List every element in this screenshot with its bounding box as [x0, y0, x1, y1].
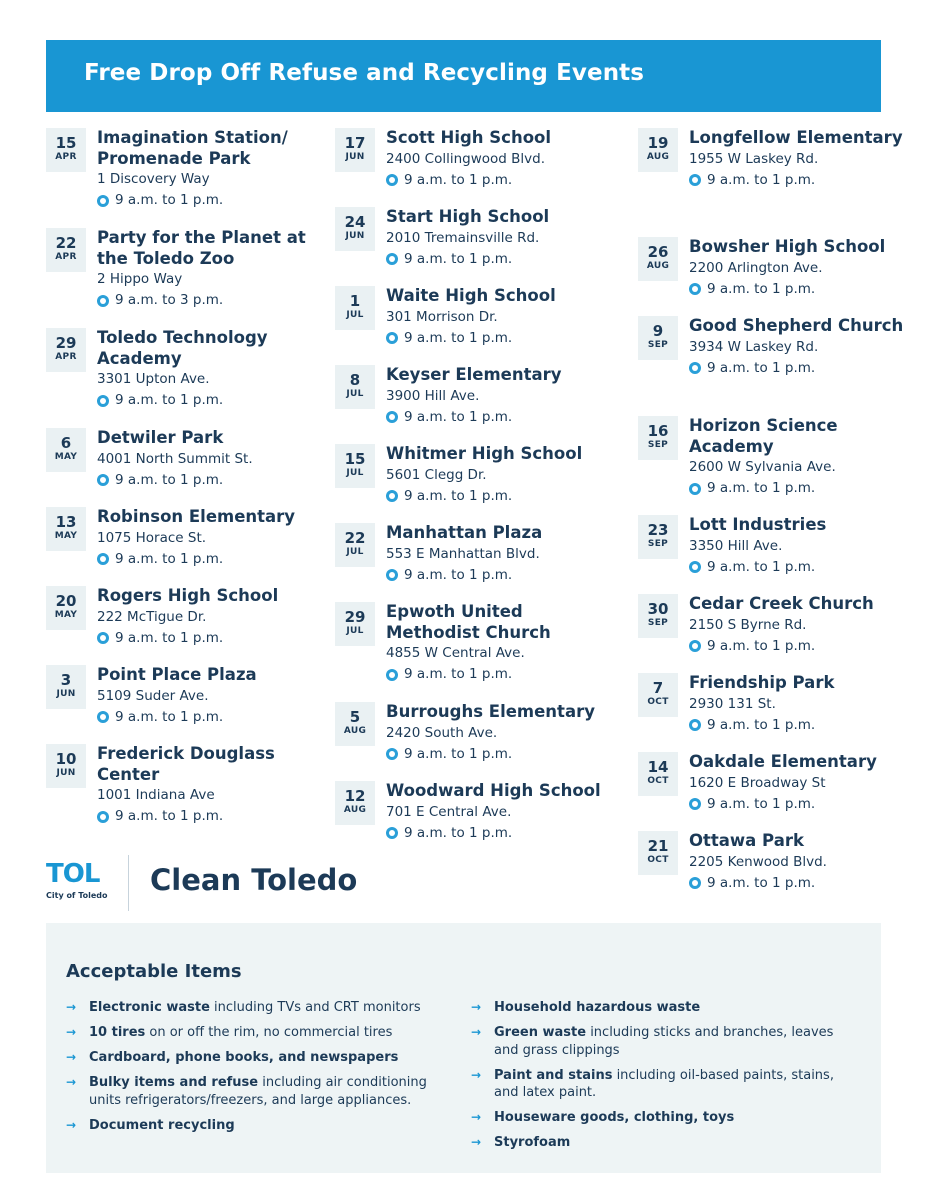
event-address: 5601 Clegg Dr. [386, 466, 487, 483]
arrow-icon: → [66, 1025, 77, 1039]
arrow-icon: → [471, 1110, 482, 1124]
event-time: 9 a.m. to 1 p.m. [707, 795, 816, 812]
item-detail: on or off the rim, no commercial tires [145, 1025, 393, 1040]
clock-icon [386, 174, 398, 186]
event-address: 4001 North Summit St. [97, 450, 253, 467]
item-detail: including oil-based paints, stains, and latex paint. [494, 1067, 834, 1100]
event-name: Detwiler Park [97, 428, 224, 447]
event-time: 9 a.m. to 1 p.m. [115, 708, 224, 725]
clock-icon [97, 474, 109, 486]
event-day: 23 [647, 521, 669, 539]
clock-icon [97, 632, 109, 644]
event-address: 1955 W Laskey Rd. [689, 150, 819, 167]
event-month: OCT [647, 855, 669, 865]
list-item [66, 999, 436, 1017]
arrow-icon: → [66, 1050, 77, 1064]
page-title: Free Drop Off Refuse and Recycling Events [84, 60, 645, 86]
event-time: 9 a.m. to 1 p.m. [404, 487, 513, 504]
date-badge [335, 128, 375, 172]
date-badge [46, 128, 86, 172]
event-day: 5 [349, 708, 361, 726]
event-month: JUN [345, 152, 365, 162]
event-address: 3900 Hill Ave. [386, 387, 480, 404]
item-bold: Cardboard, phone books, and newspapers [89, 1050, 399, 1065]
event-time: 9 a.m. to 1 p.m. [115, 392, 224, 408]
date-badge [46, 428, 86, 472]
list-item [471, 1024, 861, 1059]
event-day: 16 [647, 422, 669, 440]
event-month: MAY [54, 610, 78, 620]
city-logo [46, 861, 112, 900]
date-badge [638, 594, 678, 638]
event-day: 9 [652, 322, 664, 340]
clock-icon [97, 553, 109, 565]
event-month: OCT [647, 697, 669, 707]
logo-divider [128, 855, 129, 911]
clock-icon [97, 711, 109, 723]
event-day: 21 [647, 837, 669, 855]
arrow-icon: → [471, 1067, 482, 1082]
event-day: 15 [55, 134, 77, 152]
event-month: AUG [343, 805, 367, 815]
list-item [471, 1067, 861, 1102]
event-month: OCT [647, 776, 669, 786]
clock-icon [386, 569, 398, 581]
date-badge [638, 416, 678, 460]
event-address: 1 Discovery Way [97, 171, 210, 187]
event-time: 9 a.m. to 3 p.m. [115, 292, 224, 308]
list-item [66, 1074, 436, 1109]
event-name: Epwoth United Methodist Church [386, 602, 551, 642]
item-detail: including sticks and branches, leaves and grass clippings [494, 1025, 834, 1058]
event-time: 9 a.m. to 1 p.m. [404, 745, 513, 762]
clock-icon [689, 483, 701, 495]
event-day: 24 [344, 213, 366, 231]
list-item [471, 999, 861, 1017]
event-month: JUN [345, 231, 365, 241]
event-address: 5109 Suder Ave. [97, 687, 209, 704]
event-day: 26 [647, 243, 669, 261]
event-time: 9 a.m. to 1 p.m. [707, 280, 816, 297]
date-badge [46, 228, 86, 272]
event-day: 20 [55, 592, 77, 610]
acceptable-items-left [66, 999, 436, 1142]
logo-mark: TOL [46, 859, 100, 889]
date-badge [638, 831, 678, 875]
date-badge [638, 237, 678, 281]
item-bold: Electronic waste [89, 1000, 210, 1015]
event-time: 9 a.m. to 1 p.m. [115, 471, 224, 488]
clock-icon [689, 174, 701, 186]
date-badge [335, 781, 375, 825]
event-address: 2010 Tremainsville Rd. [386, 229, 540, 246]
event-address: 553 E Manhattan Blvd. [386, 545, 540, 562]
date-badge [46, 665, 86, 709]
event-address: 2200 Arlington Ave. [689, 259, 823, 276]
date-badge [335, 602, 375, 646]
event-day: 7 [652, 679, 664, 697]
item-bold: Green waste [494, 1025, 587, 1040]
event-name: Burroughs Elementary [386, 702, 595, 721]
event-day: 29 [344, 608, 366, 626]
event-name: Oakdale Elementary [689, 752, 877, 771]
event-address: 2205 Kenwood Blvd. [689, 853, 827, 870]
event-month: MAY [54, 531, 78, 541]
date-badge [335, 702, 375, 746]
event-time: 9 a.m. to 1 p.m. [115, 192, 224, 208]
event-name: Friendship Park [689, 673, 835, 692]
event-name: Lott Industries [689, 515, 827, 534]
item-bold: Houseware goods, clothing, toys [494, 1110, 735, 1125]
date-badge [46, 328, 86, 372]
list-item [66, 1049, 436, 1067]
item-bold: 10 tires [89, 1025, 146, 1040]
event-month: SEP [647, 618, 669, 628]
clock-icon [97, 295, 109, 307]
event-name: Toledo Technology Academy [97, 328, 268, 368]
list-item [66, 1024, 436, 1042]
event-name: Robinson Elementary [97, 507, 296, 526]
event-month: SEP [647, 340, 669, 350]
event-month: JUL [346, 389, 364, 399]
event-name: Cedar Creek Church [689, 594, 874, 613]
event-time: 9 a.m. to 1 p.m. [707, 359, 816, 376]
acceptable-items-panel [46, 923, 881, 1173]
event-time: 9 a.m. to 1 p.m. [404, 824, 513, 841]
clock-icon [386, 669, 398, 681]
event-time: 9 a.m. to 1 p.m. [115, 550, 224, 567]
event-name: Rogers High School [97, 586, 279, 605]
event-address: 1075 Horace St. [97, 529, 207, 546]
event-name: Point Place Plaza [97, 665, 257, 684]
event-month: JUL [346, 310, 364, 320]
event-address: 2420 South Ave. [386, 724, 498, 741]
event-time: 9 a.m. to 1 p.m. [404, 566, 513, 583]
event-day: 3 [60, 671, 72, 689]
event-time: 9 a.m. to 1 p.m. [404, 250, 513, 267]
event-time: 9 a.m. to 1 p.m. [115, 629, 224, 646]
date-badge [335, 444, 375, 488]
list-item [471, 1109, 861, 1127]
event-time: 9 a.m. to 1 p.m. [115, 808, 224, 824]
event-time: 9 a.m. to 1 p.m. [404, 329, 513, 346]
event-month: APR [55, 352, 77, 362]
item-bold: Bulky items and refuse [89, 1075, 259, 1090]
list-item [471, 1134, 861, 1152]
event-time: 9 a.m. to 1 p.m. [707, 874, 816, 891]
clock-icon [97, 395, 109, 407]
event-month: AUG [646, 152, 670, 162]
event-address: 3934 W Laskey Rd. [689, 338, 819, 355]
date-badge [335, 286, 375, 330]
event-day: 17 [344, 134, 366, 152]
date-badge [46, 586, 86, 630]
event-day: 1 [349, 292, 361, 310]
date-badge [335, 207, 375, 251]
event-day: 19 [647, 134, 669, 152]
event-address: 1001 Indiana Ave [97, 787, 215, 803]
event-time: 9 a.m. to 1 p.m. [707, 716, 816, 733]
event-month: SEP [647, 440, 669, 450]
clock-icon [689, 798, 701, 810]
event-day: 14 [647, 758, 669, 776]
event-month: APR [55, 152, 77, 162]
event-month: JUL [346, 547, 364, 557]
list-item [66, 1117, 436, 1135]
event-address: 701 E Central Ave. [386, 803, 512, 820]
arrow-icon: → [471, 1025, 482, 1039]
event-day: 8 [349, 371, 361, 389]
item-bold: Styrofoam [494, 1135, 571, 1150]
event-month: JUN [56, 768, 76, 778]
date-badge [335, 523, 375, 567]
clock-icon [689, 561, 701, 573]
event-time: 9 a.m. to 1 p.m. [707, 637, 816, 654]
logo-subtitle: City of Toledo [46, 891, 108, 900]
arrow-icon: → [66, 1000, 77, 1014]
event-address: 3350 Hill Ave. [689, 537, 783, 554]
item-bold: Paint and stains [494, 1067, 613, 1083]
event-month: MAY [54, 452, 78, 462]
clock-icon [386, 490, 398, 502]
arrow-icon: → [66, 1075, 77, 1089]
arrow-icon: → [66, 1117, 77, 1132]
event-address: 4855 W Central Ave. [386, 645, 525, 661]
event-time: 9 a.m. to 1 p.m. [404, 171, 513, 188]
event-day: 22 [55, 234, 77, 252]
event-day: 30 [647, 600, 669, 618]
date-badge [638, 752, 678, 796]
item-detail: including air conditioning units refrigerators/freezers, and large appliances. [89, 1075, 427, 1108]
event-name: Longfellow Elementary [689, 128, 903, 147]
event-name: Ottawa Park [689, 831, 804, 850]
event-address: 1620 E Broadway St [689, 774, 826, 791]
clock-icon [386, 411, 398, 423]
event-address: 3301 Upton Ave. [97, 371, 210, 387]
event-month: JUL [346, 468, 364, 478]
acceptable-items-right [471, 999, 861, 1159]
clock-icon [689, 362, 701, 374]
clock-icon [689, 719, 701, 731]
event-name: Scott High School [386, 128, 552, 147]
event-time: 9 a.m. to 1 p.m. [707, 480, 816, 496]
event-name: Woodward High School [386, 781, 601, 800]
event-name: Manhattan Plaza [386, 523, 543, 542]
date-badge [46, 507, 86, 551]
item-bold: Document recycling [89, 1117, 235, 1133]
date-badge [638, 673, 678, 717]
date-badge [46, 744, 86, 788]
event-month: AUG [343, 726, 367, 736]
event-time: 9 a.m. to 1 p.m. [707, 558, 816, 575]
program-title: Clean Toledo [150, 863, 358, 897]
clock-icon [386, 827, 398, 839]
event-address: 2930 131 St. [689, 695, 776, 712]
event-day: 10 [55, 750, 77, 768]
event-name: Waite High School [386, 286, 556, 305]
clock-icon [386, 748, 398, 760]
clock-icon [386, 332, 398, 344]
date-badge [638, 128, 678, 172]
event-time: 9 a.m. to 1 p.m. [404, 666, 513, 682]
event-name: Bowsher High School [689, 237, 886, 256]
event-address: 2600 W Sylvania Ave. [689, 459, 836, 475]
item-bold: Household hazardous waste [494, 1000, 701, 1015]
clock-icon [689, 877, 701, 889]
event-month: APR [55, 252, 77, 262]
event-address: 222 McTigue Dr. [97, 608, 207, 625]
item-detail: including TVs and CRT monitors [209, 1000, 421, 1015]
date-badge [335, 365, 375, 409]
clock-icon [689, 283, 701, 295]
event-day: 6 [60, 434, 72, 452]
event-address: 301 Morrison Dr. [386, 308, 498, 325]
event-address: 2 Hippo Way [97, 271, 183, 287]
event-day: 22 [344, 529, 366, 547]
event-name: Imagination Station/ Promenade Park [97, 128, 288, 168]
event-name: Good Shepherd Church [689, 316, 904, 335]
event-month: JUN [56, 689, 76, 699]
clock-icon [689, 640, 701, 652]
acceptable-items-title: Acceptable Items [66, 961, 242, 982]
arrow-icon: → [471, 1000, 482, 1014]
event-day: 15 [344, 450, 366, 468]
event-month: AUG [646, 261, 670, 271]
clock-icon [97, 195, 109, 207]
event-month: JUL [346, 626, 364, 636]
event-name: Party for the Planet at the Toledo Zoo [97, 228, 306, 268]
event-address: 2150 S Byrne Rd. [689, 616, 807, 633]
event-day: 12 [344, 787, 366, 805]
clock-icon [386, 253, 398, 265]
page-header [46, 40, 881, 112]
clock-icon [97, 811, 109, 823]
event-day: 13 [55, 513, 77, 531]
date-badge [638, 316, 678, 360]
event-name: Whitmer High School [386, 444, 583, 463]
event-month: SEP [647, 539, 669, 549]
event-name: Frederick Douglass Center [97, 744, 275, 784]
event-address: 2400 Collingwood Blvd. [386, 150, 545, 167]
event-name: Start High School [386, 207, 550, 226]
date-badge [638, 515, 678, 559]
event-name: Keyser Elementary [386, 365, 562, 384]
event-time: 9 a.m. to 1 p.m. [707, 171, 816, 188]
event-time: 9 a.m. to 1 p.m. [404, 408, 513, 425]
event-day: 29 [55, 334, 77, 352]
event-name: Horizon Science Academy [689, 416, 838, 456]
arrow-icon: → [471, 1135, 482, 1149]
